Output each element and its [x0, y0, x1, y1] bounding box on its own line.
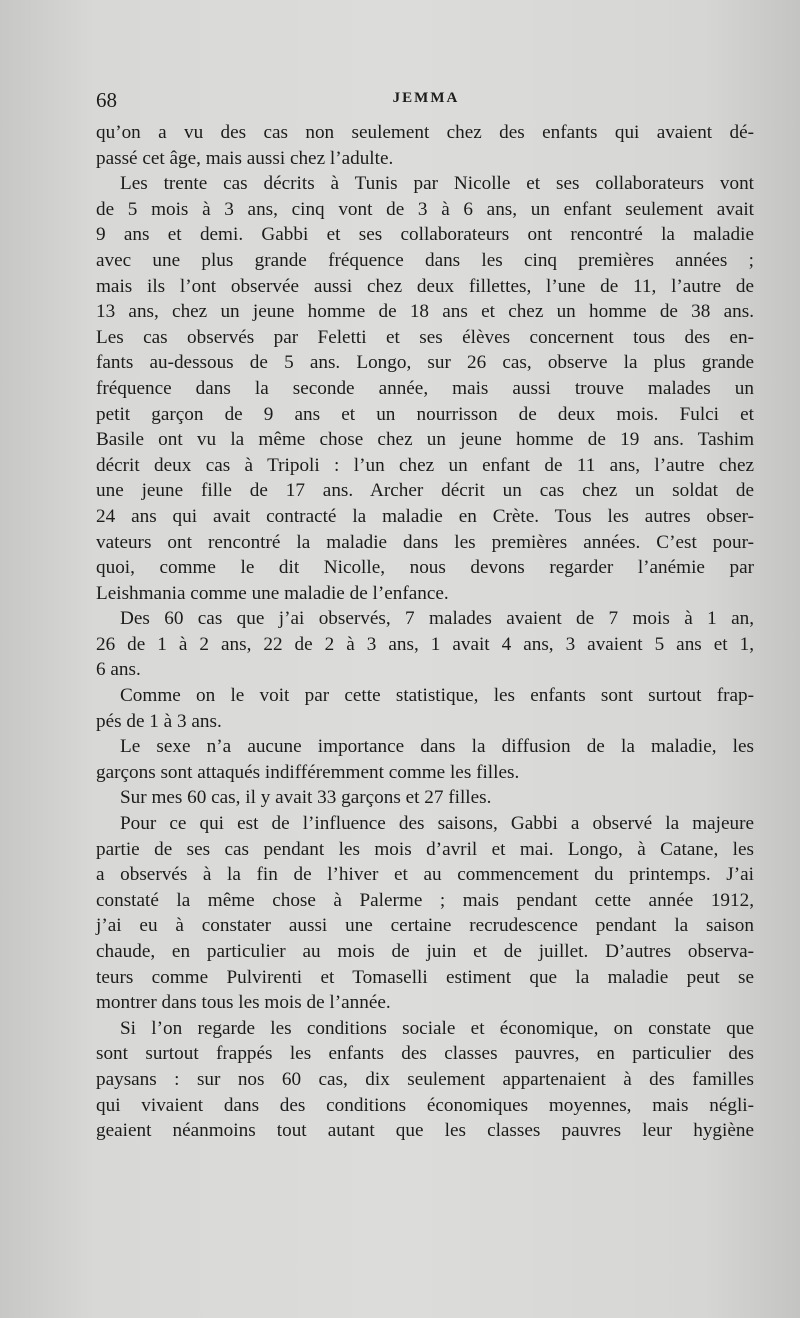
text-line: garçons sont attaqués indifféremment comme les filles. [96, 761, 520, 783]
body-text [96, 120, 754, 1144]
text-line: décrit deux cas à Tripoli : l’un chez un enfant de 11 ans, l’autre chez [96, 454, 754, 476]
text-line: Les cas observés par Feletti et ses élèves concernent tous des en- [96, 326, 754, 348]
text-line: Les trente cas décrits à Tunis par Nicolle et ses collaborateurs vont [120, 173, 754, 195]
text-line: paysans : sur nos 60 cas, dix seulement appartenaient à des familles [96, 1068, 754, 1090]
text-line: petit garçon de 9 ans et un nourrisson de deux mois. Fulci et [96, 403, 754, 425]
running-title: JEMMA [392, 90, 460, 106]
text-line: Leishmania comme une maladie de l’enfance. [96, 582, 449, 604]
text-line: quoi, comme le dit Nicolle, nous devons regarder l’anémie par [96, 557, 754, 579]
text-line: Sur mes 60 cas, il y avait 33 garçons et 27 filles. [120, 787, 492, 809]
text-line: partie de ses cas pendant les mois d’avril et mai. Longo, à Catane, les [96, 838, 754, 860]
text-line: mais ils l’ont observée aussi chez deux fillettes, l’une de 11, l’autre de [96, 275, 754, 297]
text-line: sont surtout frappés les enfants des classes pauvres, en particulier des [96, 1043, 754, 1065]
text-line: 13 ans, chez un jeune homme de 18 ans et chez un homme de 38 ans. [96, 301, 754, 323]
text-line: qui vivaient dans des conditions économiques moyennes, mais négli- [96, 1094, 754, 1116]
text-line: Comme on le voit par cette statistique, les enfants sont surtout frap- [120, 685, 754, 707]
text-line: fants au-dessous de 5 ans. Longo, sur 26 cas, observe la plus grande [96, 352, 754, 374]
text-line: 26 de 1 à 2 ans, 22 de 2 à 3 ans, 1 avait 4 ans, 3 avaient 5 ans et 1, [96, 633, 754, 655]
text-line: 24 ans qui avait contracté la maladie en Crète. Tous les autres obser- [96, 505, 754, 527]
text-line: de 5 mois à 3 ans, cinq vont de 3 à 6 ans, un enfant seulement avait [96, 198, 754, 220]
text-line: Si l’on regarde les conditions sociale et économique, on constate que [120, 1017, 754, 1039]
text-line: montrer dans tous les mois de l’année. [96, 992, 391, 1014]
text-line: teurs comme Pulvirenti et Tomaselli estiment que la maladie peut se [96, 966, 754, 988]
page-header [96, 88, 756, 112]
text-line: Pour ce qui est de l’influence des saisons, Gabbi a observé la majeure [120, 813, 754, 835]
text-line: j’ai eu à constater aussi une certaine recrudescence pendant la saison [96, 915, 754, 937]
text-line: pés de 1 à 3 ans. [96, 710, 222, 732]
text-line: 6 ans. [96, 659, 141, 681]
page-number: 68 [96, 88, 117, 112]
text-line: passé cet âge, mais aussi chez l’adulte. [96, 147, 394, 169]
text-line: qu’on a vu des cas non seulement chez des enfants qui avaient dé- [96, 122, 754, 143]
text-line: geaient néanmoins tout autant que les classes pauvres leur hygiène [96, 1120, 754, 1142]
text-line: fréquence dans la seconde année, mais aussi trouve malades un [96, 377, 754, 399]
text-line: Des 60 cas que j’ai observés, 7 malades avaient de 7 mois à 1 an, [120, 608, 754, 630]
text-line: Basile ont vu la même chose chez un jeune homme de 19 ans. Tashim [96, 429, 754, 451]
text-line: une jeune fille de 17 ans. Archer décrit un cas chez un soldat de [96, 480, 754, 502]
text-line: vateurs ont rencontré la maladie dans les premières années. C’est pour- [96, 531, 754, 553]
text-line: constaté la même chose à Palerme ; mais pendant cette année 1912, [96, 889, 754, 911]
text-line: a observés à la fin de l’hiver et au commencement du printemps. J’ai [96, 864, 754, 886]
text-line: 9 ans et demi. Gabbi et ses collaborateurs ont rencontré la maladie [96, 224, 754, 246]
text-line: chaude, en particulier au mois de juin et de juillet. D’autres observa- [96, 941, 754, 962]
text-line: avec une plus grande fréquence dans les cinq premières années ; [96, 249, 754, 271]
text-line: Le sexe n’a aucune importance dans la diffusion de la maladie, les [120, 736, 754, 758]
